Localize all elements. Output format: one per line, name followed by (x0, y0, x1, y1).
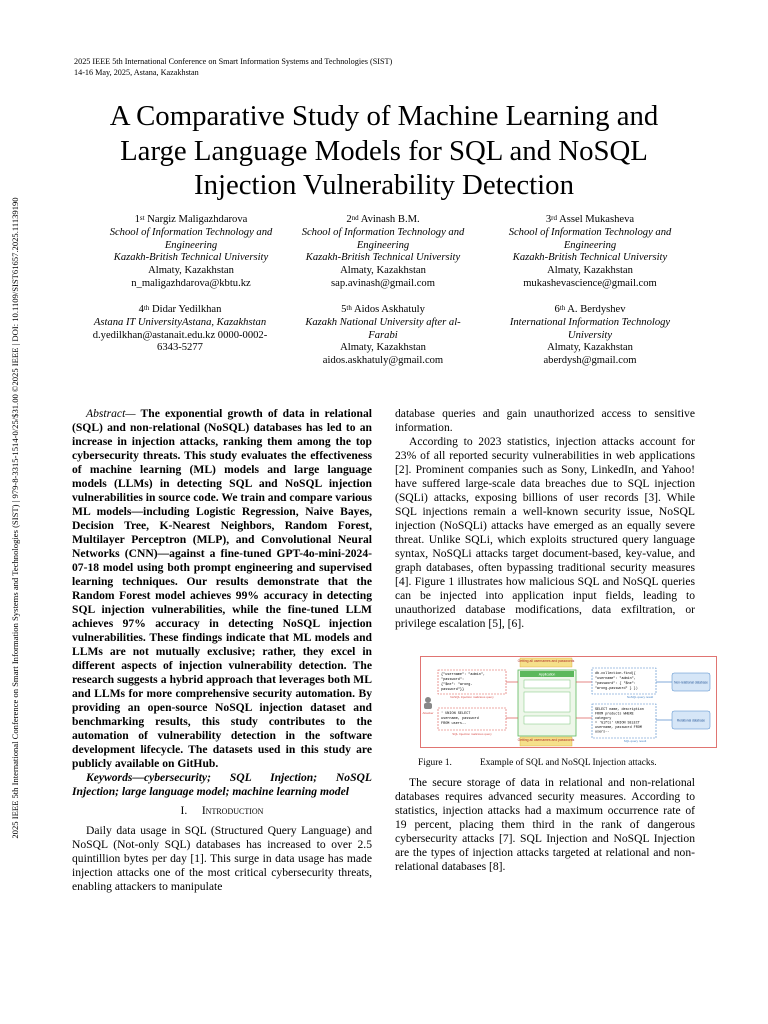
code-line: "wrong-password" } }) (595, 687, 638, 691)
doi-sidebar: 2025 IEEE 5th International Conference on Smart Information Systems and Technologies (SIST) | 979-8-3315-1514-0/25/$31.00 ©2025 IEEE | DOI: 10.1109/SIST61657.2025.11139190 (10, 197, 20, 839)
figure-1-diagram (420, 656, 717, 748)
author-affiliation: Engineering (356, 239, 410, 251)
title-line: Large Language Models for SQL and NoSQL (120, 134, 648, 167)
conference-date: 14-16 May, 2025, Astana, Kazakhstan (74, 67, 199, 77)
author-contact: d.yedilkhan@astanait.edu.kz 0000-0002- (92, 329, 268, 341)
code-line: FROM products WHERE (595, 712, 634, 717)
author-affiliation: Kazakh-British Technical University (512, 252, 668, 264)
caption-label: SQL query result (623, 739, 647, 743)
figure-caption (418, 757, 718, 769)
top-label: Getting all usernames and passwords (517, 659, 575, 663)
author-name: A. Berdyshev (567, 304, 626, 315)
db-label: Relational database (676, 718, 706, 723)
left-column (72, 407, 372, 894)
right-column (395, 407, 695, 631)
author-affiliation: University (567, 329, 613, 341)
author-ordinal: th (346, 304, 352, 312)
intro-paragraph: Daily data usage in SQL (Structured Query Language) and NoSQL (Not-only SQL) databases has increased to over 2.5 quintillion bytes per day [1]. This surge in data usage has made injection attacks one of the most critical cybersecurity threats, enabling attackers to manipulate (72, 824, 372, 893)
code-line: password"}} (441, 688, 465, 692)
keywords (72, 771, 372, 799)
author-number: 4 (138, 304, 144, 315)
author-location: Almaty, Kazakhstan (340, 342, 426, 354)
author-location: Almaty, Kazakhstan (547, 342, 633, 354)
attacker-body (424, 703, 432, 709)
db-label: Non-relational database (674, 680, 708, 685)
caption-label: NoSQL query result (626, 695, 654, 699)
figure-caption-text: Example of SQL and NoSQL Injection attacks. (479, 758, 657, 768)
keywords-label: Keywords— (86, 771, 144, 784)
author-name: Didar Yedilkhan (151, 304, 222, 315)
author-location: Almaty, Kazakhstan (547, 265, 633, 277)
author-name: Aidos Askhatuly (353, 304, 425, 315)
author-affiliation: Kazakh-British Technical University (305, 252, 461, 264)
app-field (524, 692, 570, 712)
author-location: Almaty, Kazakhstan (148, 265, 234, 277)
author-ordinal: th (559, 304, 566, 312)
code-line: "username": "admin", (595, 677, 636, 681)
paper-title (40, 99, 728, 203)
author-name: Nargiz Maligazhdarova (147, 214, 248, 225)
author-number: 2 (346, 214, 352, 225)
author-ordinal: nd (351, 214, 359, 222)
code-line: SELECT name, description (595, 708, 644, 712)
author-affiliation: Engineering (563, 239, 617, 251)
code-line: {"username": "admin", (441, 673, 486, 677)
author-affiliation: School of Information Technology and (109, 226, 273, 238)
author-affiliation: School of Information Technology and (301, 226, 465, 238)
right-column-lower (395, 776, 695, 874)
author-orcid: 6343-5277 (157, 342, 203, 354)
section-heading (72, 804, 372, 818)
caption-label: SQL Injection malicious query (452, 732, 492, 736)
author-block (75, 304, 285, 355)
code-line: = 'Gifts' UNION SELECT (595, 721, 640, 726)
abstract-label: Abstract— (86, 407, 136, 420)
body-paragraph: The secure storage of data in relational and non-relational databases requires advanced security measures. According to statistics, injection attacks had a maximum occurrence rate of 19 percent, placing them third in the rank of dangerous cybersecurity attacks [7]. SQL Injection and NoSQL Injection are the types of injection attacks targeted at relational and non-relational databases [8]. (395, 776, 695, 873)
code-line: ' UNION SELECT (441, 712, 471, 716)
author-block (283, 214, 483, 291)
application-label: Application (538, 672, 556, 677)
figure-label: Figure 1. (418, 758, 452, 768)
author-affiliation: International Information Technology (509, 316, 671, 328)
caption-label: NoSQL Injection malicious query (450, 695, 494, 699)
author-affiliation: Kazakh-British Technical University (113, 252, 269, 264)
author-ordinal: rd (551, 214, 558, 222)
author-ordinal: st (139, 214, 145, 222)
author-block (283, 304, 483, 368)
author-location: Almaty, Kazakhstan (340, 265, 426, 277)
author-number: 1 (134, 214, 140, 225)
code-line: users-- (595, 730, 610, 735)
title-line: A Comparative Study of Machine Learning and (109, 100, 659, 132)
section-number: I. (180, 804, 188, 817)
author-number: 5 (341, 304, 347, 315)
author-email: aberdysh@gmail.com (543, 355, 637, 367)
author-ordinal: th (143, 304, 150, 312)
author-affiliation: Farabi (368, 329, 398, 341)
code-line: category (595, 717, 612, 721)
app-field (524, 680, 570, 688)
abstract (72, 407, 372, 771)
code-line: username, password (441, 717, 479, 721)
code-line: "password": { "$ne": (595, 682, 636, 686)
body-paragraph: According to 2023 statistics, injection attacks account for 23% of all reported security vulnerabilities in web applications [2]. Prominent companies such as Sony, LinkedIn, and Yahoo! have suffered large-scale data breaches due to SQL injection (SQLi) attacks, exposing billions of user records [3]. While SQL injections remain a well-known security issue, NoSQL injection (NoSQLi) attacks have emerged as an equally severe threat. Unlike SQLi, which exploits structured query language syntax, NoSQLi attacks target document-based, key-value, and graph databases, often bypassing traditional security measures [4]. Figure 1 illustrates how malicious SQL and NoSQL queries can be injected into application input fields, leading to unauthorized database modifications, data exfiltration, or privilege escalation [5], [6]. (395, 435, 695, 630)
title-line: Injection Vulnerability Detection (194, 169, 574, 201)
body-paragraph: database queries and gain unauthorized access to sensitive information. (395, 407, 695, 434)
author-block (91, 214, 291, 291)
author-number: 6 (554, 304, 560, 315)
bottom-label: Getting all usernames and passwords (517, 738, 575, 742)
section-title: Introduction (201, 804, 264, 817)
author-name: Assel Mukasheva (559, 214, 635, 225)
code-line: db.collection.find({ (595, 672, 636, 676)
code-line: {"$ne": "wrong- (441, 683, 473, 687)
app-field (524, 716, 570, 724)
code-line: "password": (441, 678, 465, 682)
author-email: mukashevascience@gmail.com (523, 277, 657, 289)
author-block (490, 214, 690, 291)
author-affiliation: Kazakh National University after al- (305, 316, 461, 328)
author-block (490, 304, 690, 368)
author-email: n_maligazhdarova@kbtu.kz (131, 277, 251, 289)
code-line: FROM users-- (441, 722, 467, 726)
attacker-label: Attacker (422, 711, 434, 715)
attacker-icon (425, 697, 431, 703)
author-number: 3 (545, 214, 552, 225)
code-line: username, password FROM (595, 726, 642, 730)
author-email: aidos.askhatuly@gmail.com (322, 355, 444, 367)
conference-name: 2025 IEEE 5th International Conference on Smart Information Systems and Technologies (SIST) (74, 57, 393, 66)
abstract-text: The exponential growth of data in relational (SQL) and non-relational (NoSQL) databases has led to an increase in injection attacks, ranking them among the top cybersecurity threats. This study evaluates the effectiveness of machine learning (ML) models and large language models (LLMs) in detecting SQL and NoSQL injection vulnerabilities in source code. We train and compare various ML models—including Logistic Regression, Naive Bayes, Decision Tree, K-Nearest Neighbors, Random Forest, Multilayer Perceptron (MLP), and Convolutional Neural Networks (CNN)—against a fine-tuned GPT-4o-mini-2024-07-18 model using both prompt engineering and supervised learning techniques. Our results demonstrate that the Random Forest model achieves 99% accuracy in detecting SQL injection vulnerabilities, while the fine-tuned LLM achieves 97% accuracy in detecting NoSQL injection vulnerabilities. These findings indicate that ML models and LLMs are not mutually exclusive; rather, they excel in different aspects of injection vulnerability detection. The research suggests a hybrid approach that leverages both ML and LLMs for more comprehensive security automation. By providing an open-source NoSQL injection dataset and benchmarking results, this study contributes to the automation of vulnerability detection in the software development lifecycle. The datasets used in this study are publicly available on GitHub. (72, 407, 372, 770)
author-email: sap.avinash@gmail.com (331, 277, 435, 289)
conference-header (74, 57, 392, 78)
author-affiliation: School of Information Technology and (508, 226, 672, 238)
author-affiliation: Astana IT UniversityAstana, Kazakhstan (93, 316, 267, 328)
author-name: Avinash B.M. (360, 214, 420, 225)
author-affiliation: Engineering (164, 239, 218, 251)
keywords-text: cybersecurity; SQL Injection; NoSQL Injection; large language model; machine learning model (72, 771, 372, 798)
